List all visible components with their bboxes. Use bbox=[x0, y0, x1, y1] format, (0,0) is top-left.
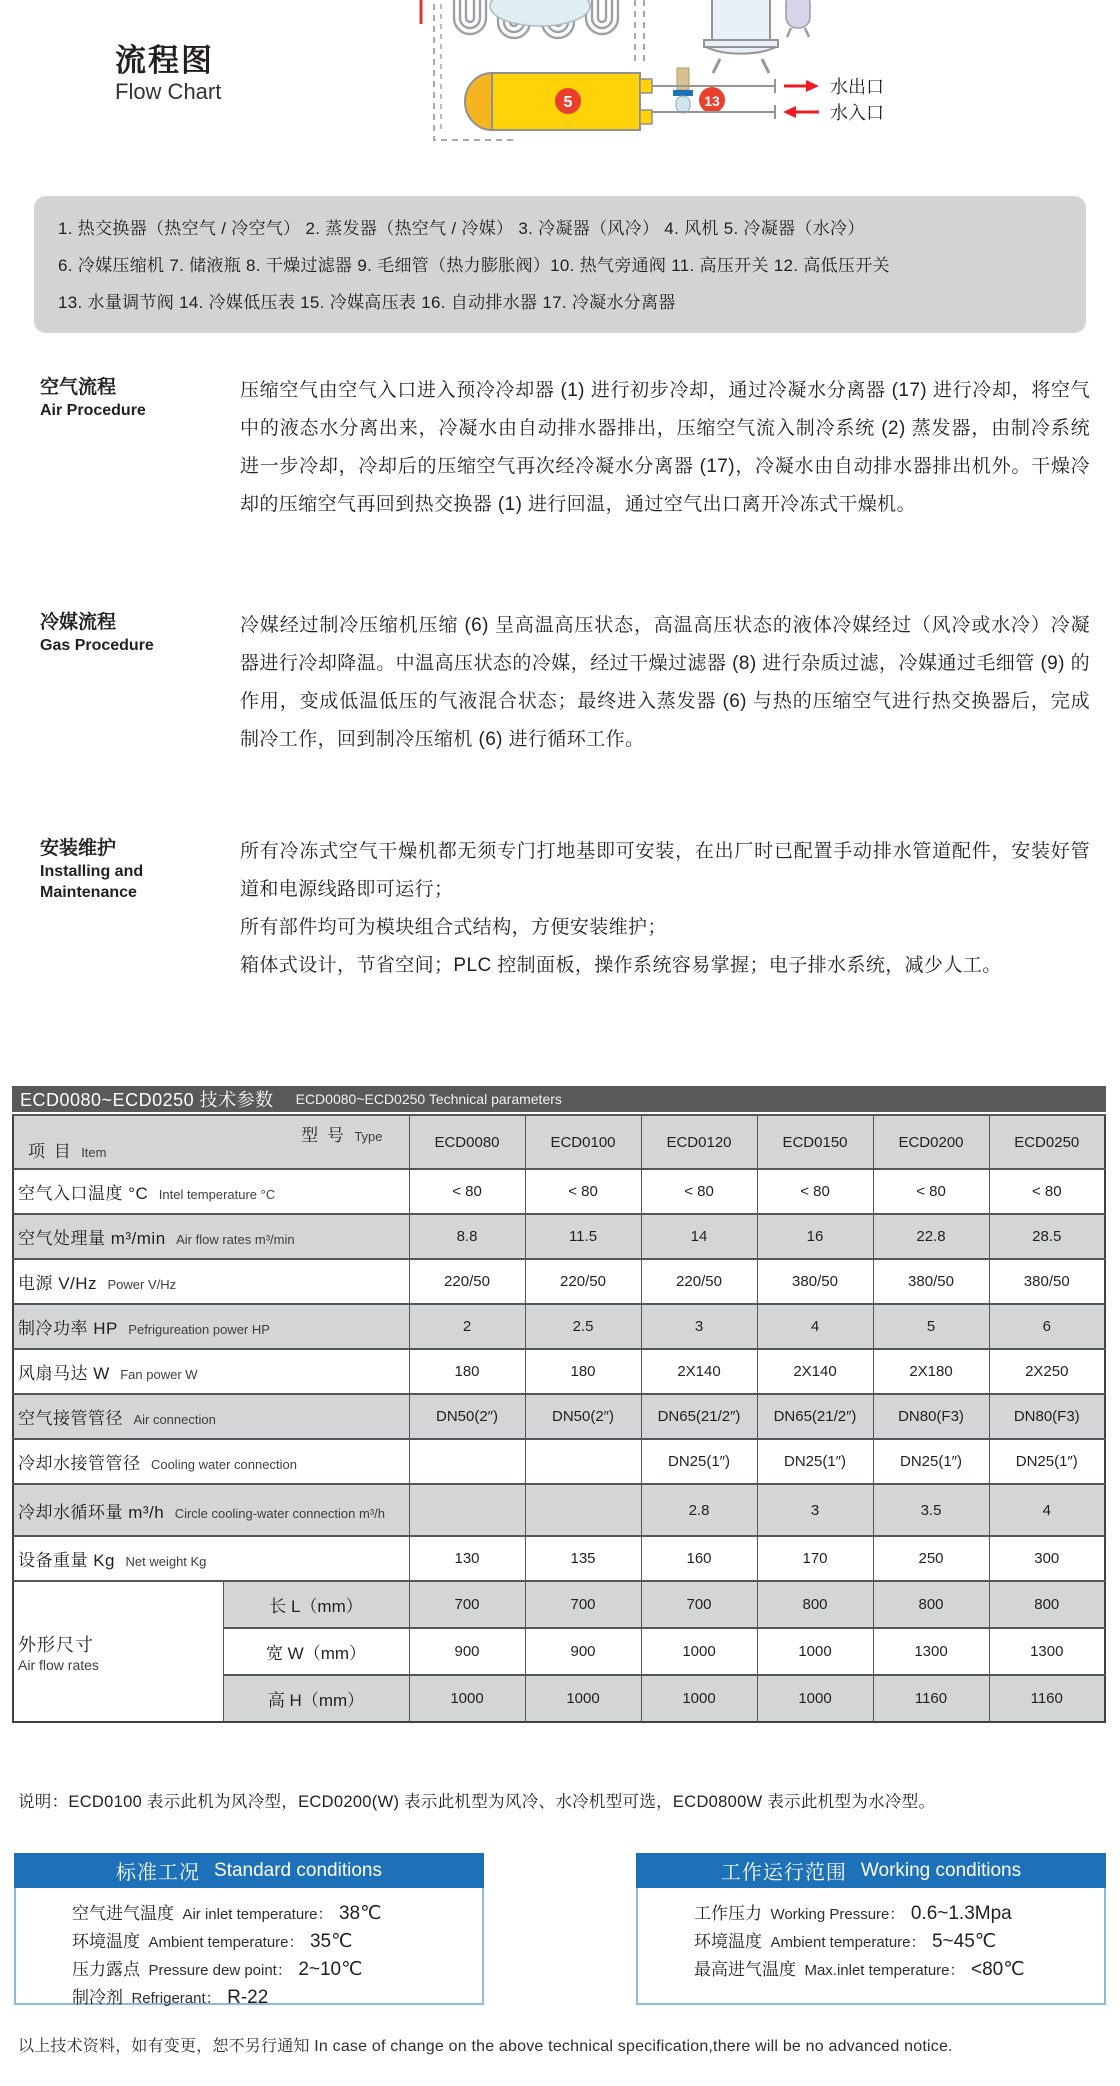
table-cell: < 80 bbox=[873, 1169, 989, 1214]
table-cell: 380/50 bbox=[989, 1259, 1105, 1304]
condition-value: R-22 bbox=[227, 1987, 269, 2008]
row-label-en: Air connection bbox=[133, 1412, 216, 1427]
table-cell: 700 bbox=[409, 1581, 525, 1628]
table-cell: 2X140 bbox=[641, 1349, 757, 1394]
condition-zh: 空气进气温度 bbox=[72, 1904, 174, 1923]
condition-line bbox=[694, 1928, 1104, 1956]
table-cell: 1000 bbox=[641, 1628, 757, 1675]
page-title-zh: 流程图 bbox=[115, 43, 214, 78]
row-label bbox=[13, 1304, 409, 1349]
box-title-en: Standard conditions bbox=[214, 1859, 382, 1881]
condition-zh: 环境温度 bbox=[694, 1932, 762, 1951]
section-installing-maintenance bbox=[40, 833, 1090, 985]
table-cell bbox=[525, 1484, 641, 1536]
model-header: ECD0200 bbox=[873, 1115, 989, 1169]
table-row bbox=[13, 1484, 1105, 1536]
section-label-en: Gas Procedure bbox=[40, 637, 154, 654]
table-cell: 135 bbox=[525, 1536, 641, 1581]
section-label bbox=[40, 372, 240, 524]
table-cell: 2X250 bbox=[989, 1349, 1105, 1394]
row-label-en: Net weight Kg bbox=[125, 1554, 207, 1569]
condition-value: 35℃ bbox=[309, 1931, 353, 1952]
table-cell: < 80 bbox=[641, 1169, 757, 1214]
table-cell: 6 bbox=[989, 1304, 1105, 1349]
filter-cylinder-icon bbox=[786, 0, 810, 37]
section-label-en: Installing and Maintenance bbox=[40, 863, 144, 901]
dimension-label: 长 L（mm） bbox=[223, 1581, 409, 1628]
table-cell: DN65(21/2″) bbox=[641, 1394, 757, 1439]
row-label-zh: 空气入口温度 °C bbox=[18, 1184, 149, 1203]
row-label bbox=[13, 1349, 409, 1394]
condition-line bbox=[72, 1900, 482, 1928]
section-body bbox=[240, 372, 1090, 524]
corner-type-zh: 型 号 bbox=[301, 1126, 346, 1145]
row-label bbox=[13, 1169, 409, 1214]
table-cell: 5 bbox=[873, 1304, 989, 1349]
table-cell: < 80 bbox=[757, 1169, 873, 1214]
row-label-zh: 设备重量 Kg bbox=[18, 1551, 116, 1570]
table-cell: 2X180 bbox=[873, 1349, 989, 1394]
section-body bbox=[240, 607, 1090, 759]
water-inlet-arrow-icon bbox=[783, 106, 819, 118]
model-header: ECD0100 bbox=[525, 1115, 641, 1169]
table-row bbox=[13, 1259, 1105, 1304]
condition-en: Pressure dew point： bbox=[148, 1962, 292, 1979]
table-cell: DN25(1″) bbox=[873, 1439, 989, 1484]
table-cell: 1000 bbox=[757, 1628, 873, 1675]
condition-en: Working Pressure： bbox=[770, 1906, 905, 1923]
section-body bbox=[240, 833, 1090, 985]
note-text: 说明：ECD0100 表示此机为风冷型，ECD0200(W) 表示此机型为风冷、水冷机型可选，ECD0800W 表示此机型为水冷型。 bbox=[18, 1793, 936, 1811]
corner-cell bbox=[13, 1115, 409, 1169]
condition-en: Max.inlet temperature： bbox=[804, 1962, 965, 1979]
table-cell: DN25(1″) bbox=[757, 1439, 873, 1484]
box-title-en: Working conditions bbox=[860, 1859, 1022, 1881]
corner-type bbox=[301, 1121, 382, 1146]
table-cell: 16 bbox=[757, 1214, 873, 1259]
row-label bbox=[13, 1536, 409, 1581]
corner-item-zh: 项 目 bbox=[28, 1142, 73, 1161]
paragraph: 所有部件均可为模块组合式结构，方便安装维护； bbox=[240, 917, 667, 938]
condition-en: Air inlet temperature： bbox=[182, 1906, 333, 1923]
table-cell bbox=[409, 1484, 525, 1536]
section-label bbox=[40, 833, 240, 985]
table-cell: 900 bbox=[525, 1628, 641, 1675]
table-cell: 4 bbox=[757, 1304, 873, 1349]
condition-en: Ambient temperature： bbox=[770, 1934, 926, 1951]
table-cell: 220/50 bbox=[641, 1259, 757, 1304]
legend-line: 6. 冷媒压缩机 7. 储液瓶 8. 干燥过滤器 9. 毛细管（热力膨胀阀）10. 热气旁通阀 11. 高压开关 12. 高低压开关 bbox=[58, 256, 890, 275]
corner-type-en: Type bbox=[354, 1129, 383, 1144]
table-cell: 800 bbox=[873, 1581, 989, 1628]
table-row bbox=[13, 1349, 1105, 1394]
condition-en: Ambient temperature： bbox=[148, 1934, 304, 1951]
row-label-zh: 冷却水接管管径 bbox=[18, 1454, 141, 1473]
dimensions-group-zh: 外形尺寸 bbox=[18, 1634, 94, 1655]
table-cell: 3 bbox=[757, 1484, 873, 1536]
section-label-zh: 冷媒流程 bbox=[40, 612, 117, 633]
water-outlet-label: 水出口 bbox=[830, 77, 884, 97]
section-label bbox=[40, 607, 240, 759]
table-cell: 130 bbox=[409, 1536, 525, 1581]
receiver-vessel-icon bbox=[704, 0, 778, 73]
table-cell: 380/50 bbox=[757, 1259, 873, 1304]
table-cell: 160 bbox=[641, 1536, 757, 1581]
row-label-en: Pefrigureation power HP bbox=[128, 1322, 270, 1337]
condition-line bbox=[694, 1900, 1104, 1928]
table-cell: 8.8 bbox=[409, 1214, 525, 1259]
condition-zh: 制冷剂 bbox=[72, 1988, 123, 2007]
condition-value: 2~10℃ bbox=[298, 1959, 363, 1980]
table-cell: < 80 bbox=[525, 1169, 641, 1214]
model-header: ECD0150 bbox=[757, 1115, 873, 1169]
table-row bbox=[13, 1536, 1105, 1581]
dimensions-group-en: Air flow rates bbox=[18, 1656, 99, 1673]
working-conditions-box bbox=[636, 1853, 1106, 2005]
section-air-procedure bbox=[40, 372, 1090, 524]
table-cell bbox=[525, 1439, 641, 1484]
row-label bbox=[13, 1394, 409, 1439]
box-title-zh: 标准工况 bbox=[116, 1862, 201, 1884]
table-cell: 3 bbox=[641, 1304, 757, 1349]
row-label-zh: 制冷功率 HP bbox=[18, 1319, 118, 1338]
condition-en: Refrigerant： bbox=[131, 1990, 221, 2007]
table-cell: 180 bbox=[409, 1349, 525, 1394]
table-header-row bbox=[13, 1115, 1105, 1169]
table-cell: 800 bbox=[757, 1581, 873, 1628]
section-gas-procedure bbox=[40, 607, 1090, 759]
table-cell: DN25(1″) bbox=[641, 1439, 757, 1484]
table-cell: 220/50 bbox=[409, 1259, 525, 1304]
table-cell: DN65(21/2″) bbox=[757, 1394, 873, 1439]
table-cell: 2X140 bbox=[757, 1349, 873, 1394]
box-title-zh: 工作运行范围 bbox=[720, 1862, 847, 1884]
table-cell: 170 bbox=[757, 1536, 873, 1581]
table-title-en: ECD0080~ECD0250 Technical parameters bbox=[295, 1091, 562, 1107]
table-cell: 1160 bbox=[873, 1675, 989, 1722]
condition-zh: 压力露点 bbox=[72, 1960, 140, 1979]
table-cell: DN50(2″) bbox=[525, 1394, 641, 1439]
badge-13-number: 13 bbox=[704, 93, 720, 109]
row-label-zh: 空气处理量 m³/min bbox=[18, 1229, 166, 1248]
legend-line: 13. 水量调节阀 14. 冷媒低压表 15. 冷媒高压表 16. 自动排水器 17. 冷凝水分离器 bbox=[58, 293, 676, 312]
table-cell: 22.8 bbox=[873, 1214, 989, 1259]
row-label bbox=[13, 1214, 409, 1259]
table-row bbox=[13, 1214, 1105, 1259]
row-label-en: Cooling water connection bbox=[150, 1457, 297, 1472]
row-label-en: Circle cooling-water connection m³/h bbox=[174, 1505, 385, 1521]
footer-text: 以上技术资料，如有变更，恕不另行通知 In case of change on the above technical specification,there will be no advanced notice. bbox=[18, 2038, 953, 2055]
water-inlet-label: 水入口 bbox=[830, 103, 884, 123]
row-label-en: Fan power W bbox=[120, 1367, 198, 1382]
standard-conditions-title bbox=[14, 1853, 484, 1888]
table-cell: 2.8 bbox=[641, 1484, 757, 1536]
table-row bbox=[13, 1439, 1105, 1484]
table-cell: 800 bbox=[989, 1581, 1105, 1628]
legend-box bbox=[34, 196, 1086, 333]
table-cell: 180 bbox=[525, 1349, 641, 1394]
working-conditions-title bbox=[636, 1853, 1106, 1888]
table-cell: 2 bbox=[409, 1304, 525, 1349]
table-cell: 4 bbox=[989, 1484, 1105, 1536]
table-row bbox=[13, 1169, 1105, 1214]
row-label-en: Intel temperature °C bbox=[158, 1187, 276, 1202]
row-label bbox=[13, 1439, 409, 1484]
table-cell: < 80 bbox=[409, 1169, 525, 1214]
row-label-en: Air flow rates m³/min bbox=[176, 1232, 295, 1247]
table-cell: 14 bbox=[641, 1214, 757, 1259]
paragraph: 压缩空气由空气入口进入预冷冷却器 (1) 进行初步冷却，通过冷凝水分离器 (17) 进行冷却，将空气中的液态水分离出来，冷凝水由自动排水器排出，压缩空气流入制冷系统 (2) 蒸发器，由制冷系统进一步冷却，冷却后的压缩空气再次经冷凝水分离器 (17)，冷凝水由自动排水器排出机外。干燥冷却的压缩空气再回到热交换器 (1) 进行回温，通过空气出口离开冷冻式干燥机。 bbox=[240, 380, 1090, 515]
table-cell: 1300 bbox=[873, 1628, 989, 1675]
condition-value: <80℃ bbox=[970, 1959, 1025, 1980]
table-row-dimensions bbox=[13, 1581, 1105, 1628]
table-cell: 220/50 bbox=[525, 1259, 641, 1304]
badge-5-number: 5 bbox=[563, 94, 573, 111]
condition-line bbox=[72, 1928, 482, 1956]
condition-zh: 工作压力 bbox=[694, 1904, 762, 1923]
corner-item bbox=[28, 1137, 106, 1162]
row-label bbox=[13, 1484, 409, 1536]
table-cell: DN50(2″) bbox=[409, 1394, 525, 1439]
row-label bbox=[13, 1259, 409, 1304]
condition-line bbox=[694, 1956, 1104, 1984]
table-cell: 1000 bbox=[409, 1675, 525, 1722]
row-label-zh: 风扇马达 W bbox=[18, 1364, 110, 1383]
table-cell: 28.5 bbox=[989, 1214, 1105, 1259]
table-cell: < 80 bbox=[989, 1169, 1105, 1214]
table-cell: 1300 bbox=[989, 1628, 1105, 1675]
corner-item-en: Item bbox=[81, 1145, 107, 1160]
table-cell bbox=[409, 1439, 525, 1484]
condition-value: 0.6~1.3Mpa bbox=[910, 1903, 1012, 1924]
condition-value: 38℃ bbox=[338, 1903, 382, 1924]
model-header: ECD0120 bbox=[641, 1115, 757, 1169]
table-cell: 2.5 bbox=[525, 1304, 641, 1349]
paragraph: 箱体式设计，节省空间；PLC 控制面板，操作系统容易掌握；电子排水系统，减少人工。 bbox=[240, 955, 1002, 976]
row-label-zh: 电源 V/Hz bbox=[18, 1274, 98, 1293]
table-cell: 900 bbox=[409, 1628, 525, 1675]
table-title-bar bbox=[12, 1086, 1106, 1112]
condition-line bbox=[72, 1984, 482, 2012]
standard-conditions-box bbox=[14, 1853, 484, 2008]
condition-value: 5~45℃ bbox=[931, 1931, 997, 1952]
dimension-label: 宽 W（mm） bbox=[223, 1628, 409, 1675]
table-cell: 250 bbox=[873, 1536, 989, 1581]
paragraph: 所有冷冻式空气干燥机都无须专门打地基即可安装，在出厂时已配置手动排水管道配件，安装好管道和电源线路即可运行； bbox=[240, 841, 1090, 900]
paragraph: 冷媒经过制冷压缩机压缩 (6) 呈高温高压状态，高温高压状态的液体冷媒经过（风冷或水冷）冷凝器进行冷却降温。中温高压状态的冷媒，经过干燥过滤器 (8) 进行杂质过滤，冷媒通过毛细管 (9) 的作用，变成低温低压的气液混合状态；最终进入蒸发器 (6) 与热的压缩空气进行热交换器后，完成制冷工作，回到制冷压缩机 (6) 进行循环工作。 bbox=[240, 615, 1090, 750]
section-label-zh: 安装维护 bbox=[40, 838, 117, 859]
table-row bbox=[13, 1304, 1105, 1349]
section-label-zh: 空气流程 bbox=[40, 377, 117, 398]
condition-zh: 最高进气温度 bbox=[694, 1960, 796, 1979]
row-label-en: Power V/Hz bbox=[107, 1277, 177, 1292]
table-cell: 1000 bbox=[525, 1675, 641, 1722]
water-outlet-arrow-icon bbox=[784, 80, 819, 92]
table-cell: 1000 bbox=[757, 1675, 873, 1722]
technical-parameters-table bbox=[12, 1114, 1106, 1723]
water-valve-icon bbox=[673, 68, 693, 113]
table-cell: DN80(F3) bbox=[873, 1394, 989, 1439]
condition-zh: 环境温度 bbox=[72, 1932, 140, 1951]
table-cell: 380/50 bbox=[873, 1259, 989, 1304]
condition-line bbox=[72, 1956, 482, 1984]
table-title-zh: ECD0080~ECD0250 技术参数 bbox=[20, 1090, 274, 1110]
legend-line: 1. 热交换器（热空气 / 冷空气） 2. 蒸发器（热空气 / 冷媒） 3. 冷凝器（风冷） 4. 风机 5. 冷凝器（水冷） bbox=[58, 219, 865, 238]
table-cell: 700 bbox=[641, 1581, 757, 1628]
standard-conditions-body bbox=[14, 1888, 484, 2008]
table-cell: 700 bbox=[525, 1581, 641, 1628]
table-cell: 1160 bbox=[989, 1675, 1105, 1722]
page-title-en: Flow Chart bbox=[115, 79, 222, 104]
table-row bbox=[13, 1394, 1105, 1439]
row-label-zh: 空气接管管径 bbox=[18, 1409, 123, 1428]
page-title bbox=[115, 44, 221, 106]
dimensions-group-label bbox=[13, 1581, 223, 1722]
table-cell: 11.5 bbox=[525, 1214, 641, 1259]
table-cell: DN25(1″) bbox=[989, 1439, 1105, 1484]
table-cell: 1000 bbox=[641, 1675, 757, 1722]
table-cell: 300 bbox=[989, 1536, 1105, 1581]
dimension-label: 高 H（mm） bbox=[223, 1675, 409, 1722]
model-header: ECD0080 bbox=[409, 1115, 525, 1169]
table-cell: DN80(F3) bbox=[989, 1394, 1105, 1439]
table-cell: 3.5 bbox=[873, 1484, 989, 1536]
working-conditions-body bbox=[636, 1888, 1106, 2005]
model-header: ECD0250 bbox=[989, 1115, 1105, 1169]
row-label-zh: 冷却水循环量 m³/h bbox=[18, 1502, 165, 1522]
section-label-en: Air Procedure bbox=[40, 402, 146, 419]
